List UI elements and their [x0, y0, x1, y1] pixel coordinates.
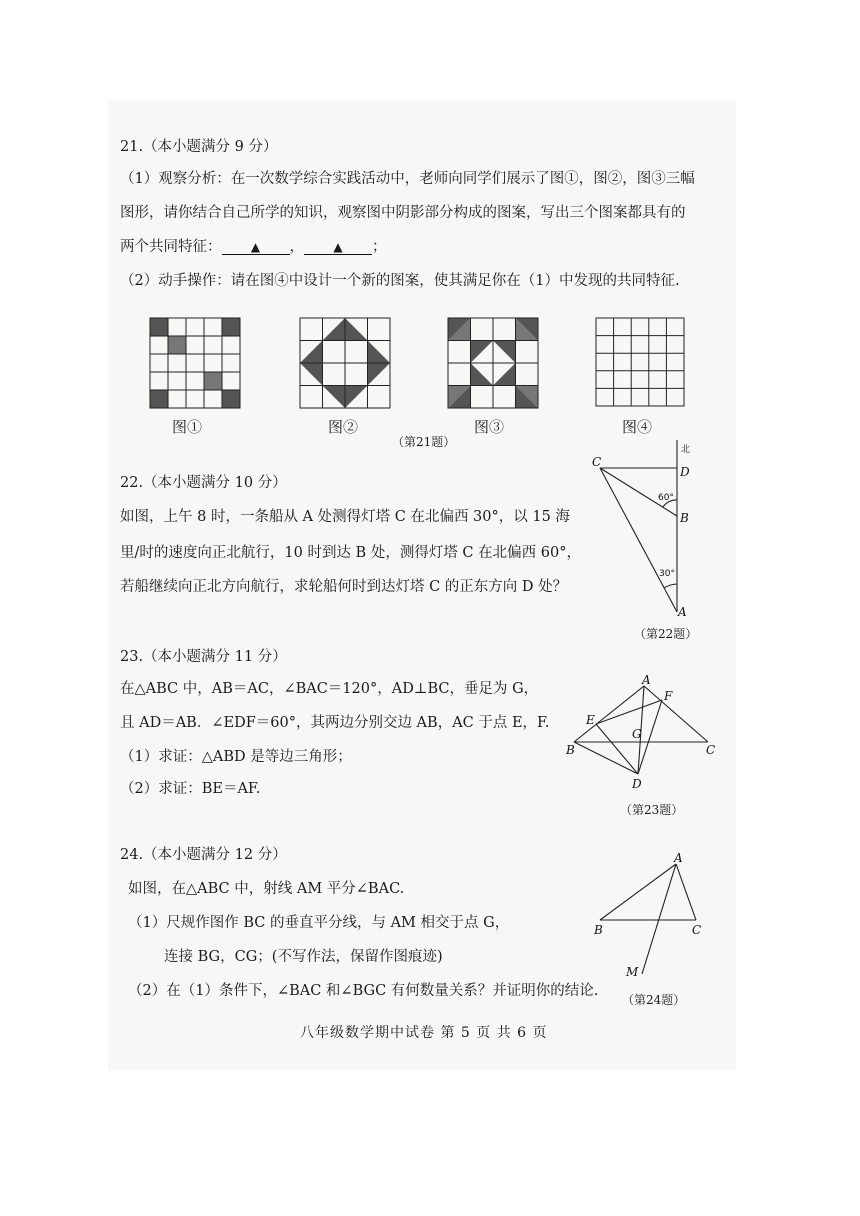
figure-2-label: 图②: [328, 418, 359, 436]
q22-line3: 若船继续向正北方向航行，求轮船何时到达灯塔 C 的正东方向 D 处？: [120, 579, 568, 595]
q21-part1-line3: [120, 240, 387, 255]
angle-60: 60°: [658, 493, 674, 503]
q24-point-A: A: [674, 851, 683, 865]
figure-3-label: 图③: [474, 418, 505, 436]
q24-point-C: C: [692, 923, 702, 937]
separator: ，: [289, 239, 304, 255]
q24-line1: 如图，在△ABC 中，射线 AM 平分∠BAC.: [128, 881, 405, 897]
q23-line1: 在△ABC 中，AB＝AC，∠BAC＝120°，AD⊥BC，垂足为 G，: [120, 681, 539, 697]
q23-diagram: [566, 673, 716, 796]
q23-point-E: E: [586, 713, 595, 727]
q23-q1: （1）求证：△ABD 是等边三角形；: [120, 749, 352, 765]
q24-point-B: B: [594, 923, 603, 937]
figure-3-grid: [448, 318, 538, 408]
q23-title: 23.（本小题满分 11 分）: [120, 649, 287, 665]
q21-caption: （第21题）: [392, 435, 456, 449]
q23-line2: 且 AD＝AB．∠EDF＝60°，其两边分别交边 AB，AC 于点 E，F.: [120, 715, 550, 731]
q24-q1b: 连接 BG，CG；(不写作法，保留作图痕迹): [164, 949, 443, 965]
figure-4-label: 图④: [622, 418, 653, 436]
q21-part1-line1: （1）观察分析：在一次数学综合实践活动中，老师向同学们展示了图①，图②，图③三幅: [120, 171, 695, 187]
point-D: D: [680, 465, 690, 479]
q24-q2: （2）在（1）条件下，∠BAC 和∠BGC 有何数量关系？并证明你的结论.: [128, 983, 599, 999]
q24-caption: （第24题）: [622, 993, 686, 1007]
q21-part2: （2）动手操作：请在图④中设计一个新的图案，使其满足你在（1）中发现的共同特征.: [120, 273, 680, 289]
figure-4-grid: [596, 318, 684, 406]
q22-line1: 如图，上午 8 时，一条船从 A 处测得灯塔 C 在北偏西 30°，以 15 海: [120, 509, 570, 525]
q23-point-A: A: [642, 673, 651, 687]
q23-point-G: G: [632, 727, 642, 741]
point-B: B: [680, 511, 689, 525]
q21-line3-prefix: 两个共同特征：: [120, 239, 222, 255]
q22-title: 22.（本小题满分 10 分）: [120, 475, 287, 491]
q23-q2: （2）求证：BE＝AF.: [120, 781, 261, 797]
q23-point-B: B: [566, 743, 575, 757]
answer-blank-2: ▲: [304, 240, 372, 255]
q23-point-F: F: [664, 689, 673, 703]
angle-30: 30°: [659, 569, 675, 579]
q23-point-D: D: [632, 777, 642, 791]
answer-blank-1: ▲: [222, 240, 290, 255]
q22-line2: 里/时的速度向正北航行，10 时到达 B 处，测得灯塔 C 在北偏西 60°，: [120, 545, 581, 561]
q23-point-C: C: [706, 743, 716, 757]
q24-title: 24.（本小题满分 12 分）: [120, 847, 287, 863]
q24-q1a: （1）尺规作图作 BC 的垂直平分线，与 AM 相交于点 G，: [128, 915, 510, 931]
figure-1-grid: [150, 318, 240, 408]
q22-caption: （第22题）: [634, 627, 698, 641]
figure-2-grid: [300, 318, 390, 408]
q24-point-M: M: [626, 965, 639, 979]
figure-1-label: 图①: [172, 418, 203, 436]
page-footer: 八年级数学期中试卷 第 5 页 共 6 页: [300, 1025, 548, 1041]
q21-title: 21.（本小题满分 9 分）: [120, 139, 278, 155]
north-label: 北: [681, 445, 691, 455]
line-end: ；: [372, 239, 387, 255]
q23-caption: （第23题）: [620, 803, 684, 817]
point-C: C: [592, 455, 602, 469]
q22-diagram: [592, 440, 702, 620]
q21-part1-line2: 图形，请你结合自己所学的知识，观察图中阴影部分构成的图案，写出三个图案都具有的: [120, 205, 686, 221]
point-A: A: [678, 605, 687, 619]
q24-diagram: [590, 850, 710, 980]
